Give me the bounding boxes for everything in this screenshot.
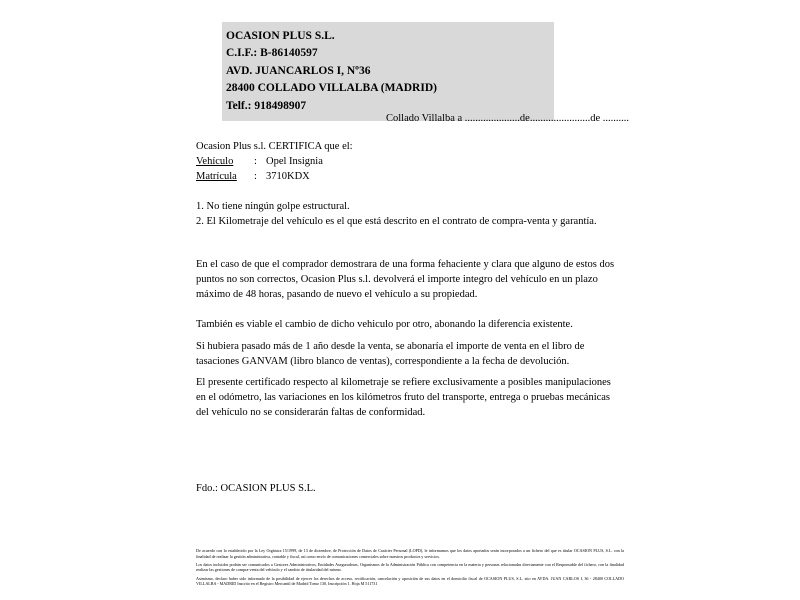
plate-colon: : <box>254 170 257 182</box>
plate-value: 3710KDX <box>266 170 310 182</box>
certify-line: Ocasion Plus s.l. CERTIFICA que el: <box>196 141 353 152</box>
plate-label: Matrícula <box>196 170 237 182</box>
vehicle-details <box>196 155 616 185</box>
vehicle-colon: : <box>254 156 257 167</box>
legal-notice <box>196 548 624 587</box>
letterhead-block <box>222 22 554 121</box>
company-cif: C.I.F.: B-86140597 <box>226 47 318 60</box>
company-name: OCASION PLUS S.L. <box>226 30 335 42</box>
paragraph-ganvam: Si hubiera pasado más de 1 año desde la venta, se abonaría el importe de venta en el libro de tasaciones GANVAM (libro blanco de ventas), correspondiente a la fecha de devolución. <box>196 341 585 367</box>
point-two: 2. El Kilometraje del vehículo es el que está descrito en el contrato de compra-venta y garantía. <box>196 216 597 227</box>
signature-line: Fdo.: OCASION PLUS S.L. <box>196 483 316 494</box>
legal-paragraph-1: De acuerdo con lo establecido por la Ley Orgánica 15/1999, de 13 de diciembre, de Protección de Datos de Carácter Personal (LOPD), le informamos que los datos aportados serán incorporados a un fichero del que es titular OCASION PLUS, S.L. con la finalidad de realizar la gestión administrativa, contable y fiscal, así como envío de comunicaciones comerciales sobre nuestros productos y servicios. <box>196 548 624 559</box>
legal-paragraph-2: Los datos incluidos podrán ser comunicados a Gestores Administrativos, Entidades Aseguradoras, Organismos de la Administración Pública con competencia en la materia y personas relacionadas directamente con el Responsable del fichero, con la finalidad realizar las gestiones de compra-venta del vehículo y el cambio de titularidad del mismo. <box>196 561 624 573</box>
legal-paragraph-3: Asimismo, declaro haber sido informado de la posibilidad de ejercer los derechos de acceso, rectificación, cancelación y oposición de sus datos en el domicilio fiscal de OCASION PLUS, S.L. sito en AVDA. JUAN CARLOS I, 36 - 28400 COLLADO VILLALBA - MADRID Inscrito en el Registro Mercantil de Madrid Tomo 130, Inscripción 1. Hoja M 511731 <box>196 575 624 587</box>
vehicle-label: Vehículo <box>196 156 234 167</box>
company-phone: Telf.: 918498907 <box>226 99 307 112</box>
company-city: 28400 COLLADO VILLALBA (MADRID) <box>226 82 437 95</box>
vehicle-value: Opel Insignia <box>266 156 323 167</box>
paragraph-refund: En el caso de que el comprador demostrara de una forma fehaciente y clara que alguno de estos dos puntos no son correctos, Ocasion Plus s.l. devolverá el importe integro del vehículo en un plazo máximo de 48 horas, pasando de nuevo el vehículo a su propiedad. <box>196 259 615 300</box>
point-one: 1. No tiene ningún golpe estructural. <box>196 201 350 212</box>
company-address: AVD. JUANCARLOS I, Nº36 <box>226 64 371 77</box>
vehicle-row <box>196 155 616 170</box>
vehicle-row <box>196 170 616 185</box>
paragraph-odometer: El presente certificado respecto al kilometraje se refiere exclusivamente a posibles manipulaciones en el odómetro, las variaciones en los kilómetros fruto del transporte, entrega o pruebas mecánicas del vehículo no se considerarán faltas de conformidad. <box>196 377 611 418</box>
date-line: Collado Villalba a .....................de.......................de .......... <box>386 113 629 124</box>
paragraph-exchange: También es viable el cambio de dicho vehiculo por otro, abonando la diferencia existente. <box>196 319 573 330</box>
